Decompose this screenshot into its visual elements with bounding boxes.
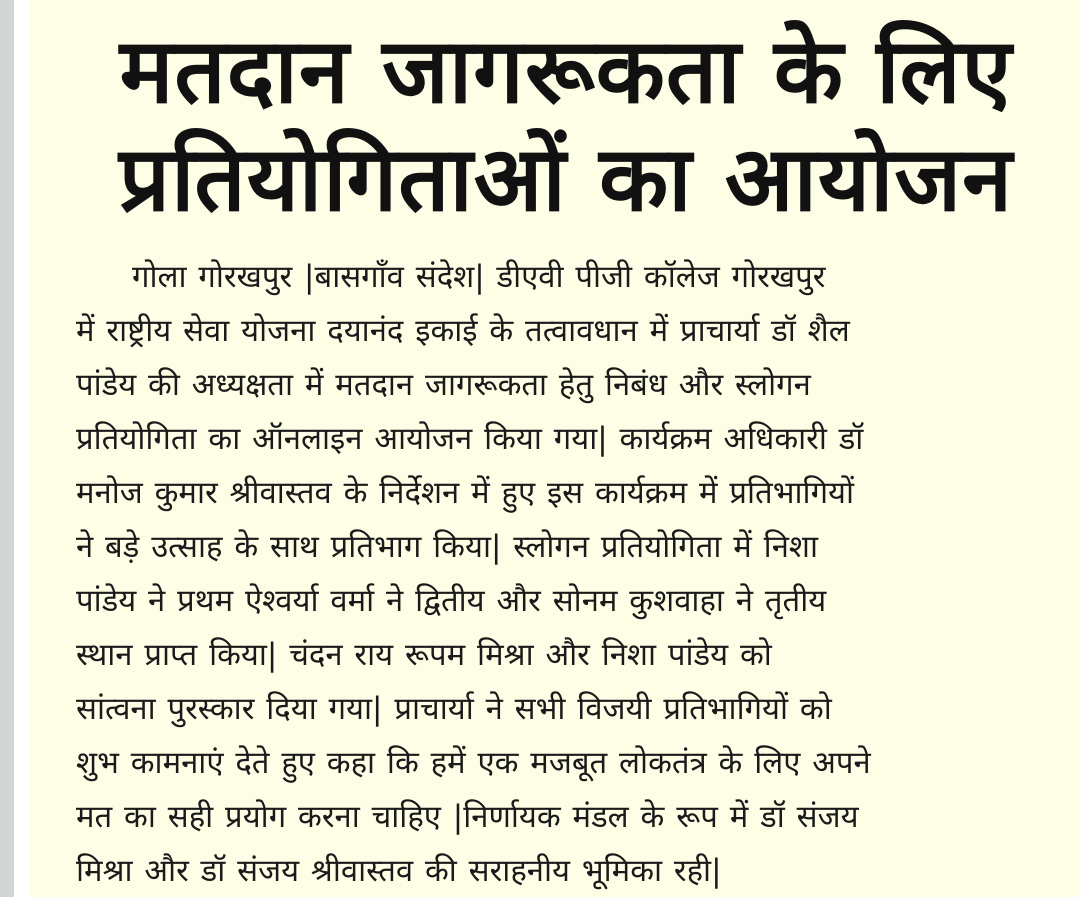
article-line: मनोज कुमार श्रीवास्तव के निर्देशन में हुए इस कार्यक्रम में प्रतिभागियों bbox=[76, 475, 855, 511]
article-line: सांत्वना पुरस्कार दिया गया| प्राचार्या ने सभी विजयी प्रतिभागियों को bbox=[76, 691, 832, 727]
newspaper-clipping bbox=[30, 0, 1080, 897]
article-line: मत का सही प्रयोग करना चाहिए |निर्णायक मंडल के रूप में डॉ संजय bbox=[76, 799, 859, 835]
article-line: शुभ कामनाएं देते हुए कहा कि हमें एक मजबूत लोकतंत्र के लिए अपने bbox=[76, 745, 871, 781]
article-line: पांडेय की अध्यक्षता में मतदान जागरूकता हेतु निबंध और स्लोगन bbox=[76, 367, 811, 403]
article-line: स्थान प्राप्त किया| चंदन राय रूपम मिश्रा और निशा पांडेय को bbox=[76, 637, 772, 673]
article-line: मिश्रा और डॉ संजय श्रीवास्तव की सराहनीय भूमिका रही| bbox=[76, 853, 722, 889]
article-line: गोला गोरखपुर |बासगाँव संदेश| डीएवी पीजी कॉलेज गोरखपुर bbox=[132, 259, 826, 295]
headline-line-2: प्रतियोगिताओं का आयोजन bbox=[118, 127, 1014, 232]
article-line: में राष्ट्रीय सेवा योजना दयानंद इकाई के तत्वावधान में प्राचार्या डॉ शैल bbox=[76, 313, 850, 349]
article-body bbox=[76, 250, 1056, 897]
page-edge-strip bbox=[0, 0, 14, 897]
article-line: ने बड़े उत्साह के साथ प्रतिभाग किया| स्लोगन प्रतियोगिता में निशा bbox=[76, 529, 819, 565]
article-line: पांडेय ने प्रथम ऐश्वर्या वर्मा ने द्वितीय और सोनम कुशवाहा ने तृतीय bbox=[76, 583, 827, 619]
headline-line-1: मतदान जागरूकता के लिए bbox=[119, 19, 1013, 124]
headline bbox=[76, 18, 1056, 234]
article-line: प्रतियोगिता का ऑनलाइन आयोजन किया गया| कार्यक्रम अधिकारी डॉ bbox=[76, 421, 864, 457]
